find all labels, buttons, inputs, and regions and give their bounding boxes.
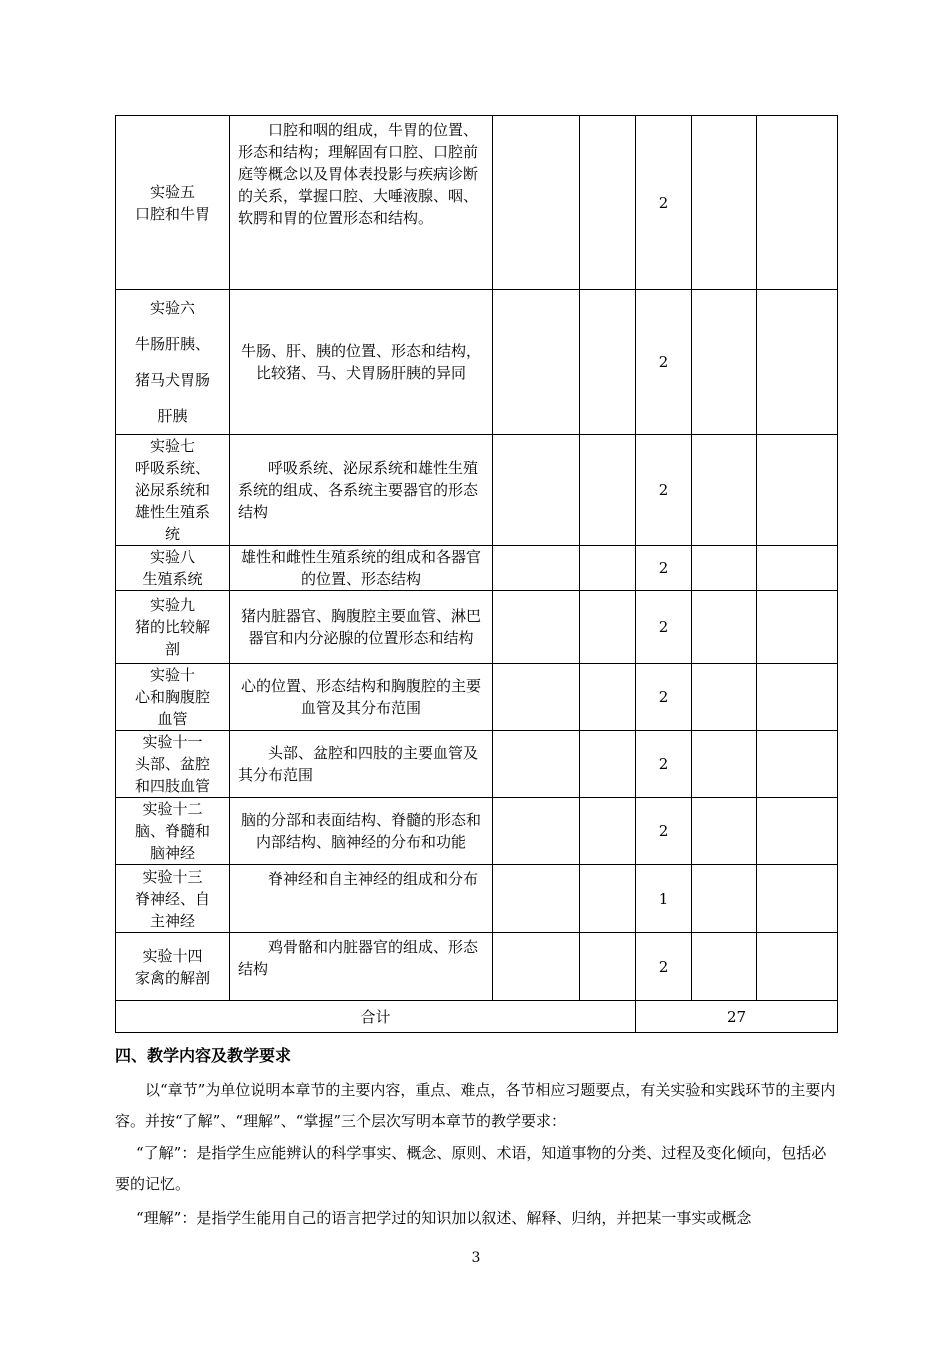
experiment-content-cell: 脊神经和自主神经的组成和分布 xyxy=(230,865,493,933)
experiment-name-cell: 实验九 猪的比较解 剖 xyxy=(116,591,230,664)
table-row xyxy=(116,435,838,546)
experiment-content-cell: 猪内脏器官、胸腹腔主要血管、淋巴器官和内分泌腺的位置形态和结构 xyxy=(230,591,493,664)
total-row xyxy=(116,1001,838,1033)
total-label: 合计 xyxy=(116,1001,636,1033)
table-row xyxy=(116,546,838,591)
experiment-content-cell: 口腔和咽的组成，牛胃的位置、形态和结构；理解固有口腔、口腔前庭等概念以及胃体表投影与疾病诊断的关系，掌握口腔、大唾液腺、咽、软腭和胃的位置形态和结构。 xyxy=(230,116,493,290)
hours-cell: 2 xyxy=(636,798,692,865)
experiment-name-cell: 实验七 呼吸系统、 泌尿系统和 雄性生殖系 统 xyxy=(116,435,230,546)
table-row xyxy=(116,290,838,435)
table-row xyxy=(116,731,838,798)
hours-cell: 2 xyxy=(636,591,692,664)
page-number: 3 xyxy=(471,1250,481,1266)
experiment-name-cell: 实验十三 脊神经、自 主神经 xyxy=(116,865,230,933)
experiment-name-cell: 实验十一 头部、盆腔 和四肢血管 xyxy=(116,731,230,798)
table-row xyxy=(116,116,838,290)
experiment-name-cell: 实验十二 脑、脊髓和 脑神经 xyxy=(116,798,230,865)
experiment-content-cell: 鸡骨骼和内脏器官的组成、形态结构 xyxy=(230,933,493,1001)
paragraph: 以“章节”为单位说明本章节的主要内容，重点、难点，各节相应习题要点，有关实验和实践环节的主要内容。并按“了解”、“理解”、“掌握”三个层次写明本章节的教学要求： xyxy=(115,1081,836,1130)
experiment-content-cell: 雄性和雌性生殖系统的组成和各器官的位置、形态结构 xyxy=(230,546,493,591)
experiment-content-cell: 头部、盆腔和四肢的主要血管及其分布范围 xyxy=(230,731,493,798)
experiment-content-cell: 呼吸系统、泌尿系统和雄性生殖系统的组成、各系统主要器官的形态结构 xyxy=(230,435,493,546)
table-row xyxy=(116,664,838,731)
hours-cell: 2 xyxy=(636,290,692,435)
total-value: 27 xyxy=(636,1001,838,1033)
experiment-schedule-table xyxy=(115,115,838,1033)
experiment-content-cell: 心的位置、形态结构和胸腹腔的主要血管及其分布范围 xyxy=(230,664,493,731)
paragraph: “了解”：是指学生应能辨认的科学事实、概念、原则、术语，知道事物的分类、过程及变化倾向，包括必要的记忆。 xyxy=(115,1144,827,1193)
experiment-name-cell: 实验十 心和胸腹腔 血管 xyxy=(116,664,230,731)
hours-cell: 2 xyxy=(636,664,692,731)
hours-cell: 2 xyxy=(636,116,692,290)
section-title: 四、教学内容及教学要求 xyxy=(115,1046,292,1065)
experiment-content-cell: 牛肠、肝、胰的位置、形态和结构，比较猪、马、犬胃肠肝胰的异同 xyxy=(230,290,493,435)
experiment-name-cell: 实验八 生殖系统 xyxy=(116,546,230,591)
experiment-name-cell: 实验十四 家禽的解剖 xyxy=(116,933,230,1001)
table-row xyxy=(116,865,838,933)
hours-cell: 2 xyxy=(636,546,692,591)
paragraph: “理解”：是指学生能用自己的语言把学过的知识加以叙述、解释、归纳，并把某一事实或概念 xyxy=(136,1209,752,1227)
hours-cell: 2 xyxy=(636,933,692,1001)
table-row xyxy=(116,798,838,865)
hours-cell: 2 xyxy=(636,731,692,798)
table-row xyxy=(116,591,838,664)
experiment-name-cell: 实验六 牛肠肝胰、 猪马犬胃肠 肝胰 xyxy=(116,290,230,435)
table-row xyxy=(116,933,838,1001)
hours-cell: 1 xyxy=(636,865,692,933)
experiment-content-cell: 脑的分部和表面结构、脊髓的形态和内部结构、脑神经的分布和功能 xyxy=(230,798,493,865)
experiment-name-cell: 实验五 口腔和牛胃 xyxy=(116,116,230,290)
hours-cell: 2 xyxy=(636,435,692,546)
